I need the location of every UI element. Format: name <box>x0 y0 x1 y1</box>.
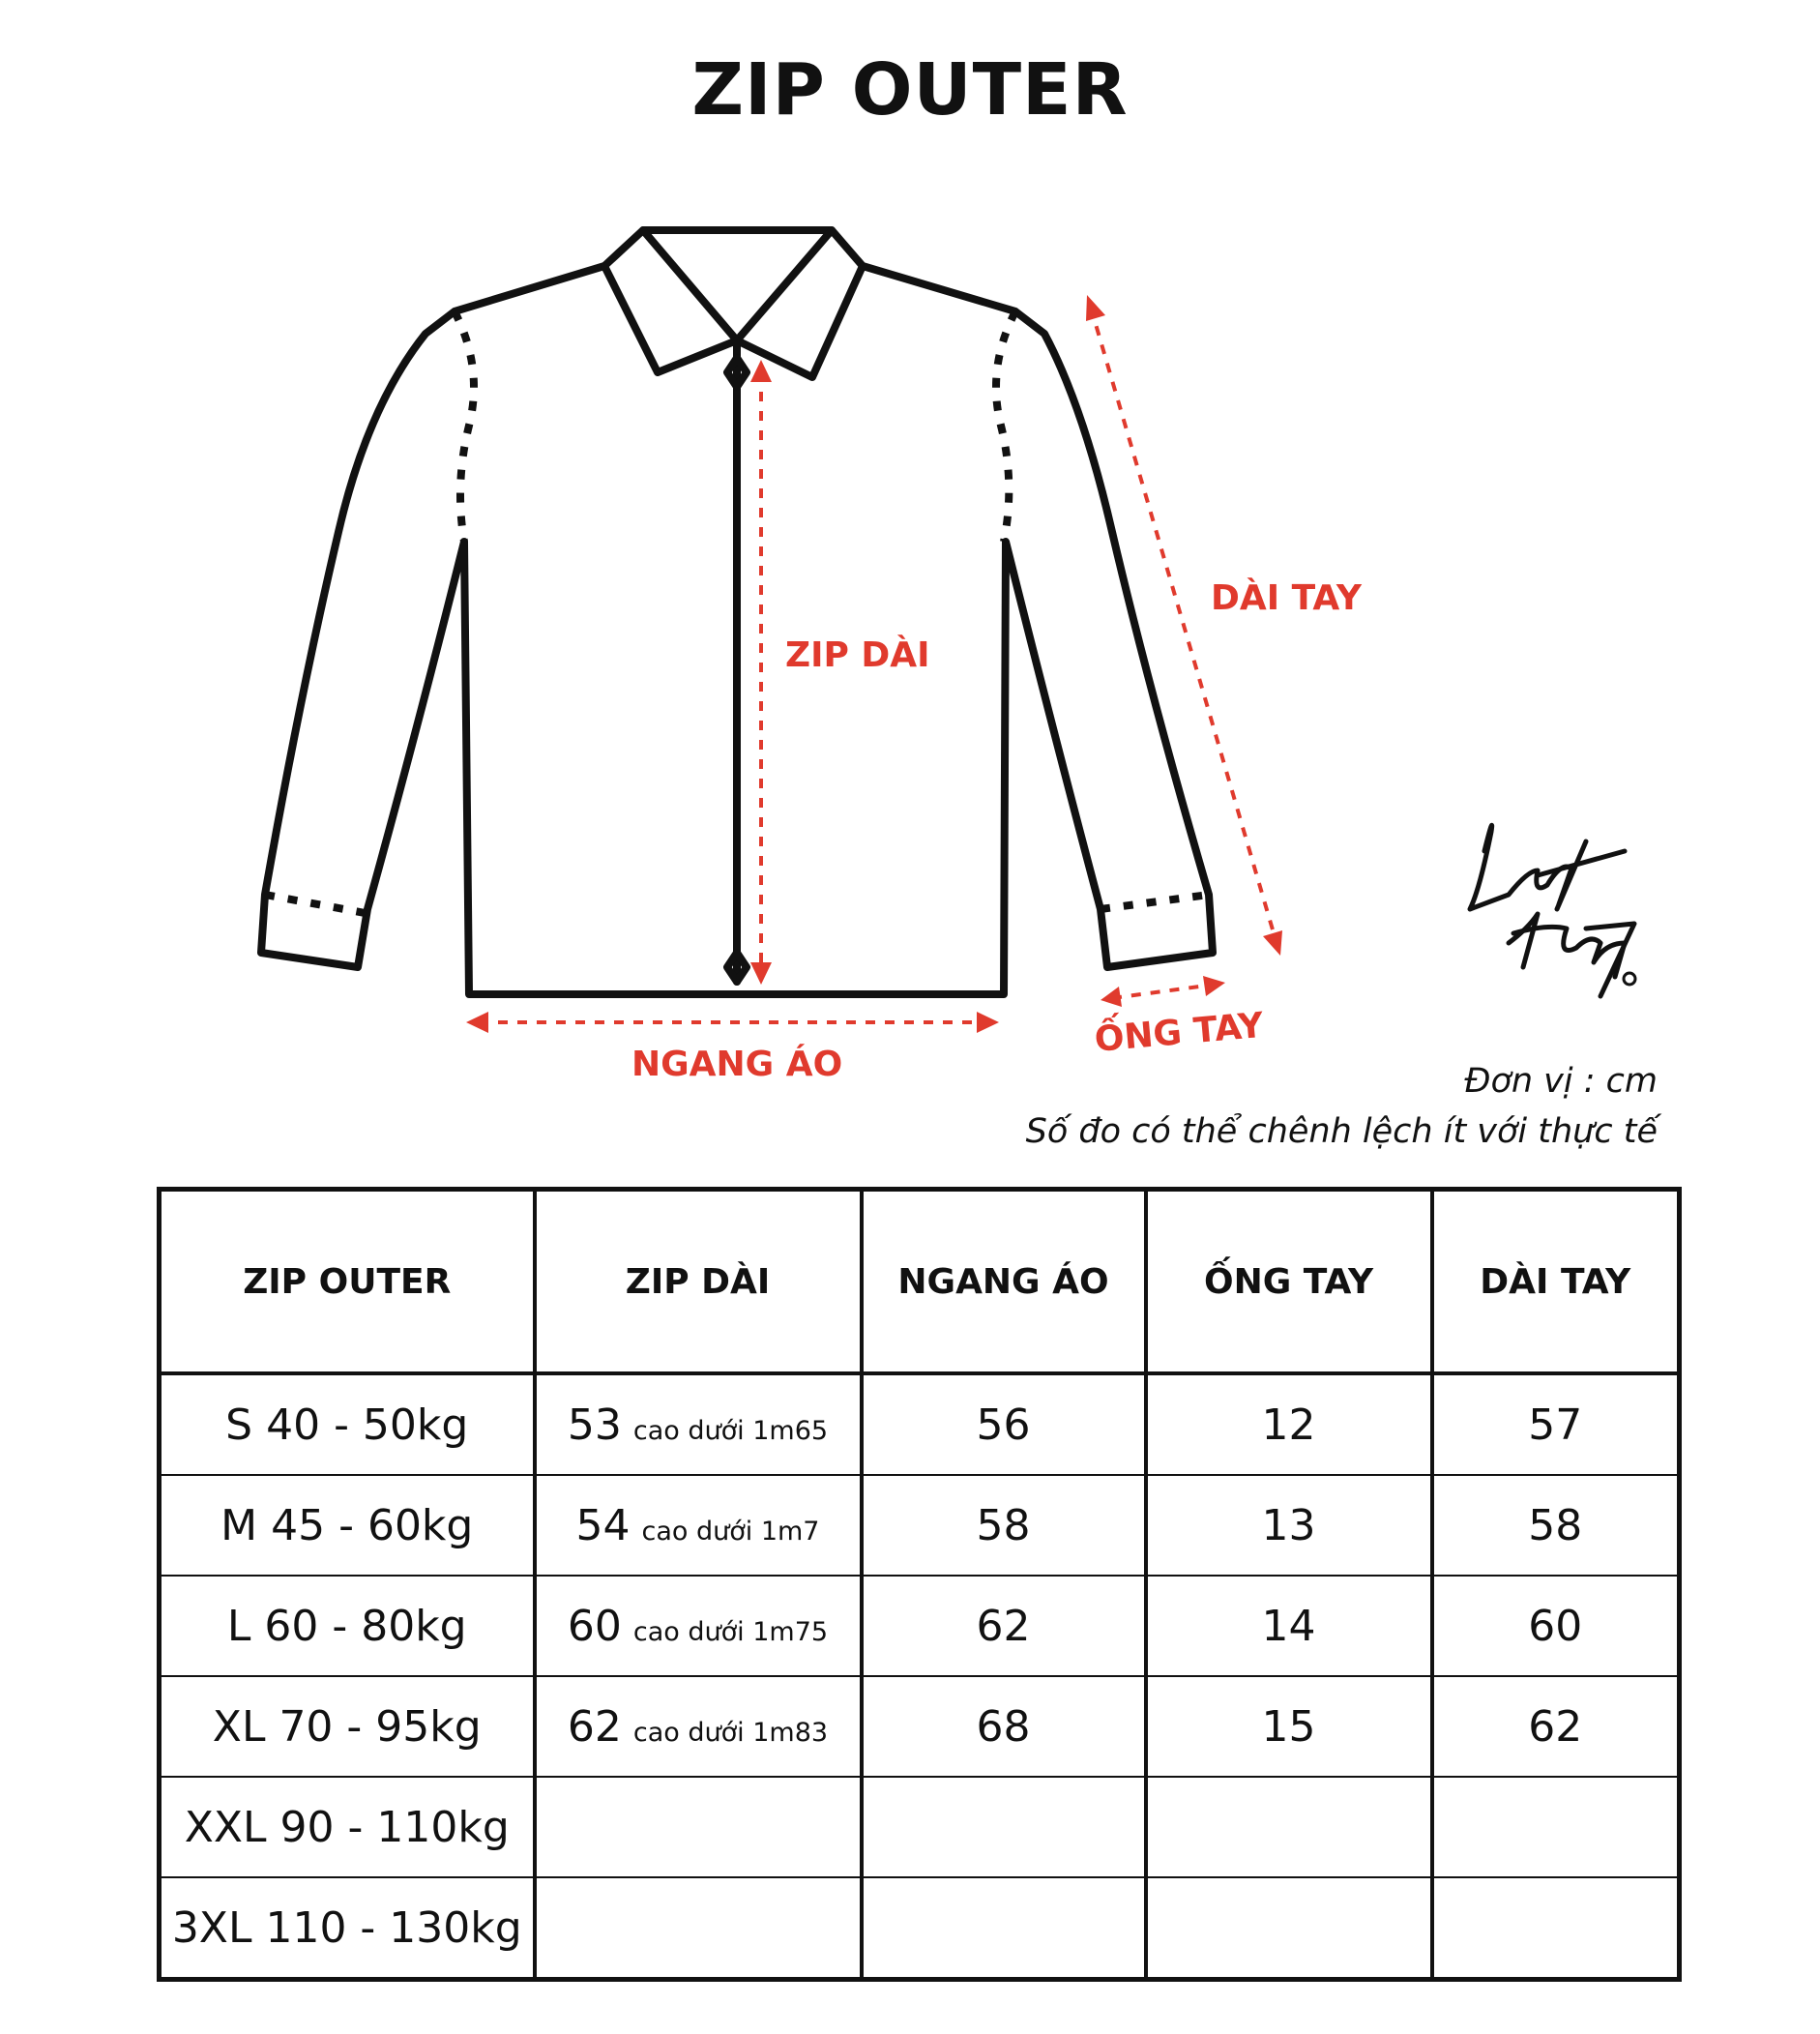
page-title: ZIP OUTER <box>691 48 1129 132</box>
zip-dai-value: 60 <box>567 1601 622 1651</box>
header-ong-tay: ỐNG TAY <box>1146 1190 1432 1374</box>
table-row <box>160 1475 1680 1576</box>
dai-tay-cell: 57 <box>1432 1373 1680 1475</box>
dai-tay-cell <box>1432 1777 1680 1877</box>
height-note: cao dưới 1m75 <box>632 1616 829 1647</box>
size-cell: L 60 - 80kg <box>160 1576 535 1676</box>
table-row <box>160 1877 1680 1980</box>
zip-dai-value: 62 <box>567 1701 622 1752</box>
unit-note: Đơn vị : cm <box>1464 1062 1658 1101</box>
ngang-ao-label: NGANG ÁO <box>631 1045 843 1084</box>
ong-tay-arrow <box>1112 985 1214 998</box>
header-zip-outer: ZIP OUTER <box>160 1190 535 1374</box>
zip-dai-label: ZIP DÀI <box>785 635 930 675</box>
zip-dai-cell <box>535 1373 862 1475</box>
height-note: cao dưới 1m7 <box>641 1516 820 1547</box>
table-row <box>160 1576 1680 1676</box>
zip-dai-cell <box>535 1576 862 1676</box>
header-zip-dai: ZIP DÀI <box>535 1190 862 1374</box>
table-row <box>160 1777 1680 1877</box>
size-cell: M 45 - 60kg <box>160 1475 535 1576</box>
signature-logo <box>1470 825 1635 996</box>
zip-dai-value: 54 <box>575 1500 631 1550</box>
dai-tay-cell: 62 <box>1432 1676 1680 1777</box>
ngang-ao-cell <box>862 1777 1146 1877</box>
dai-tay-label: DÀI TAY <box>1211 578 1362 618</box>
ngang-ao-cell: 62 <box>862 1576 1146 1676</box>
dai-tay-cell: 60 <box>1432 1576 1680 1676</box>
table-header-row <box>160 1190 1680 1374</box>
zip-dai-cell <box>535 1877 862 1980</box>
ong-tay-label: ỐNG TAY <box>1093 1005 1266 1060</box>
ong-tay-cell: 13 <box>1146 1475 1432 1576</box>
header-dai-tay: DÀI TAY <box>1432 1190 1680 1374</box>
table-row <box>160 1373 1680 1475</box>
zip-dai-cell <box>535 1676 862 1777</box>
ngang-ao-cell <box>862 1877 1146 1980</box>
zip-dai-value: 53 <box>567 1400 622 1450</box>
ngang-ao-cell: 56 <box>862 1373 1146 1475</box>
ong-tay-cell <box>1146 1877 1432 1980</box>
ngang-ao-cell: 58 <box>862 1475 1146 1576</box>
ong-tay-cell: 14 <box>1146 1576 1432 1676</box>
height-note: cao dưới 1m83 <box>632 1717 829 1748</box>
ong-tay-cell: 12 <box>1146 1373 1432 1475</box>
disclaimer-note: Số đo có thể chênh lệch ít với thực tế <box>1025 1112 1658 1151</box>
size-cell: S 40 - 50kg <box>160 1373 535 1475</box>
ngang-ao-cell: 68 <box>862 1676 1146 1777</box>
height-note: cao dưới 1m65 <box>632 1415 829 1446</box>
dai-tay-arrow <box>1091 308 1277 943</box>
header-ngang-ao: NGANG ÁO <box>862 1190 1146 1374</box>
dai-tay-cell <box>1432 1877 1680 1980</box>
dai-tay-cell: 58 <box>1432 1475 1680 1576</box>
table-row <box>160 1676 1680 1777</box>
size-table <box>157 1187 1682 1982</box>
zip-dai-cell <box>535 1475 862 1576</box>
zip-dai-cell <box>535 1777 862 1877</box>
size-cell: 3XL 110 - 130kg <box>160 1877 535 1980</box>
size-cell: XL 70 - 95kg <box>160 1676 535 1777</box>
ong-tay-cell: 15 <box>1146 1676 1432 1777</box>
ong-tay-cell <box>1146 1777 1432 1877</box>
size-cell: XXL 90 - 110kg <box>160 1777 535 1877</box>
